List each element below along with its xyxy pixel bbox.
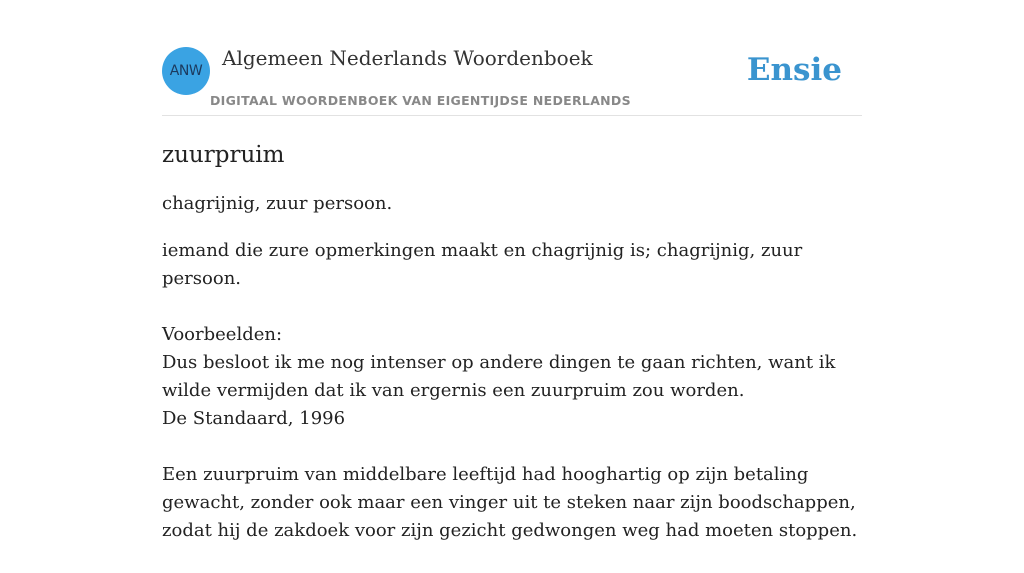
ensie-brand-link[interactable]: Ensie [746,52,842,88]
examples-section [162,321,862,545]
anw-logo[interactable]: ANW [162,47,210,95]
site-header [162,0,862,116]
example-text: Dus besloot ik me nog intenser op andere dingen te gaan richten, want ik wilde vermijden dat ik van ergernis een zuurpruim zou worden. [162,352,836,401]
long-definition: iemand die zure opmerkingen maakt en chagrijnig is; chagrijnig, zuur persoon. [162,240,803,289]
site-subtitle: DIGITAAL WOORDENBOEK VAN EIGENTIJDSE NEDERLANDS [210,93,631,108]
example-item [162,349,862,433]
example-source: De Standaard, 1996 [162,408,346,429]
headword: zuurpruim [162,142,285,168]
example-text: Een zuurpruim van middelbare leeftijd had hooghartig op zijn betaling gewacht, zonder ook maar een vinger uit te steken naar zijn boodschappen, zodat hij de zakdoek voor zijn gezicht gedwongen weg had moeten stoppen. [162,464,858,541]
site-title[interactable]: Algemeen Nederlands Woordenboek [222,46,593,70]
entry-content [162,140,862,545]
short-definition: chagrijnig, zuur persoon. [162,193,393,214]
main-container [162,0,862,573]
examples-label: Voorbeelden: [162,324,283,345]
example-item [162,461,862,545]
